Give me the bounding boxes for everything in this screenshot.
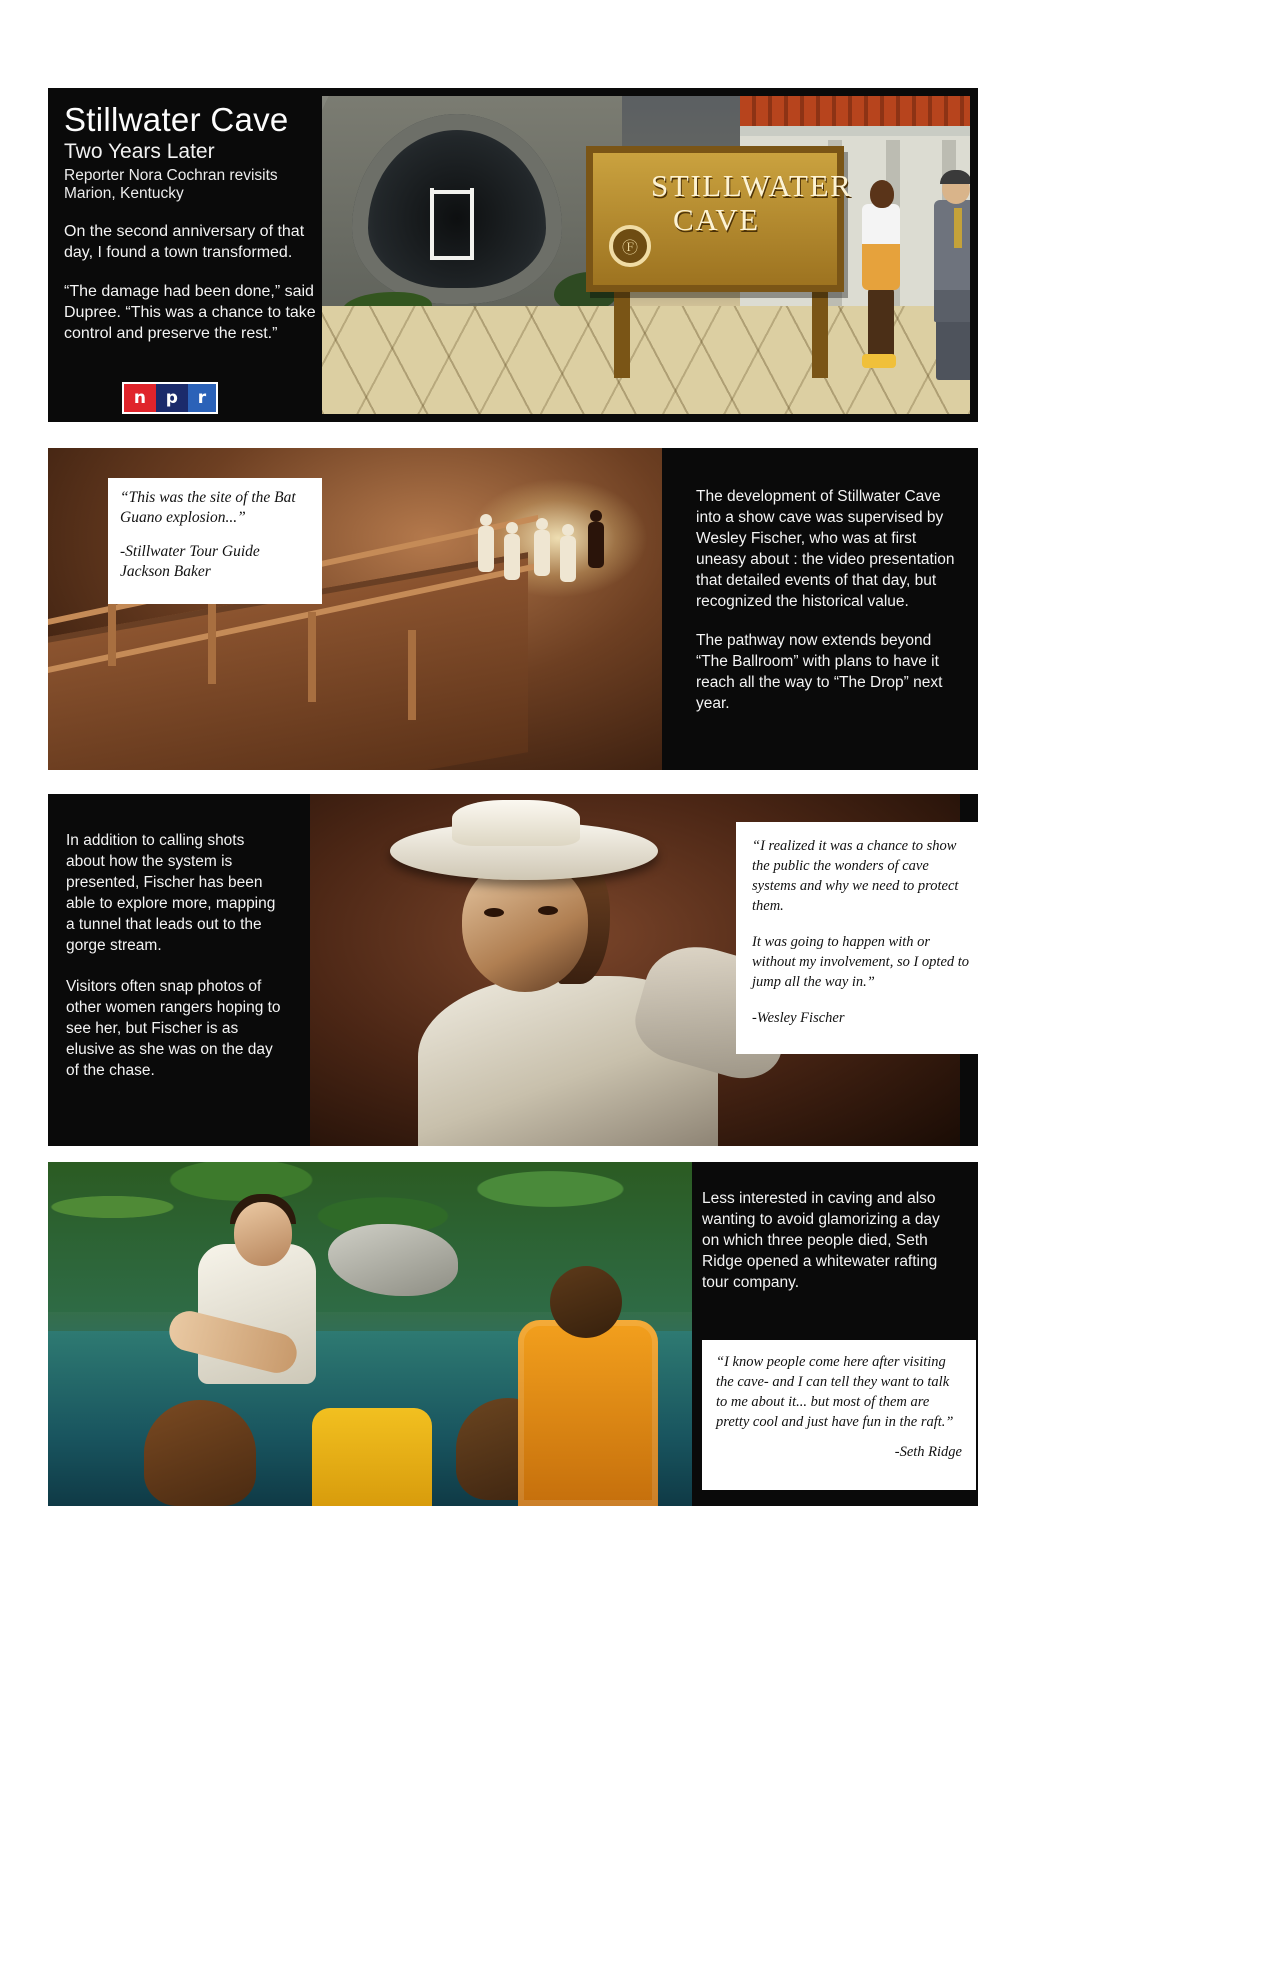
page-title: Stillwater Cave <box>64 101 289 138</box>
panel-2-text-block <box>696 486 964 732</box>
reporter-head <box>870 180 894 208</box>
reporter-shoe <box>862 354 896 368</box>
byline-line-1: Reporter Nora Cochran revisits <box>64 167 278 184</box>
interviewee-tie <box>954 208 962 248</box>
npr-letter-r: r <box>188 384 216 412</box>
guide-head <box>234 1202 292 1266</box>
byline-line-2: Marion, Kentucky <box>64 185 184 202</box>
seth-ridge-quote <box>702 1340 976 1490</box>
panel-1-text-block <box>64 102 322 362</box>
panel-4-quote-text: “I know people come here after visiting the cave- and I can tell they want to talk to me about it... but most of them are pretty cool and just have fun in the raft.” <box>716 1354 954 1430</box>
panel-3-paragraph-1: In addition to calling shots about how the system is presented, Fischer has been able to explore more, mapping a tunnel that leads out to the gorge stream. <box>66 832 276 954</box>
rafter-orange-vest <box>518 1320 658 1506</box>
panel-2-paragraph-1: The development of Stillwater Cave into a show cave was supervised by Wesley Fischer, who was at first uneasy about : the video presentation that detailed events of that day, but recognized the historical value. <box>696 488 955 610</box>
panel-2-paragraph-2: The pathway now extends beyond “The Ballroom” with plans to have it reach all the way to “The Drop” next year. <box>696 632 943 712</box>
reporter-body <box>862 204 900 290</box>
ladder-icon <box>430 188 474 260</box>
npr-letter-p: p <box>156 384 188 412</box>
fischer-quote <box>736 822 978 1054</box>
rail-post <box>308 612 316 702</box>
sign-text <box>651 169 852 237</box>
panel-3 <box>48 794 978 1146</box>
panel-4-quote-attribution: -Seth Ridge <box>894 1444 962 1460</box>
panel-1-paragraph-2: “The damage had been done,” said Dupree. “This was a chance to take control and preserve the rest.” <box>64 283 316 342</box>
rafter-head-right <box>550 1266 622 1338</box>
sign-line-2: CAVE <box>673 202 760 237</box>
panel-3-text-block <box>66 830 282 1101</box>
rail-post <box>408 630 416 720</box>
interviewee-legs <box>936 318 970 380</box>
sign-leg <box>614 286 630 378</box>
interviewee-hair <box>940 170 970 184</box>
panel-4-text-block <box>702 1188 960 1293</box>
interviewee-body <box>934 200 970 322</box>
panel-4-paragraph-1: Less interested in caving and also wanting to avoid glamorizing a day on which three people died, Seth Ridge opened a whitewater rafting tour company. <box>702 1190 940 1291</box>
panel-3-paragraph-2: Visitors often snap photos of other women rangers hoping to see her, but Fischer is as elusive as she was on the day of the chase. <box>66 978 281 1079</box>
cave-sign <box>586 146 853 292</box>
panel-3-quote-part-2: It was going to happen with or without my involvement, so I opted to jump all the way in.” <box>752 934 970 990</box>
panel-1-artwork <box>322 96 970 414</box>
npr-logo <box>122 382 218 414</box>
npr-letter-n: n <box>124 384 156 412</box>
panel-3-quote-part-1: “I realized it was a chance to show the public the wonders of cave systems and why we need to protect them. <box>752 838 959 914</box>
sign-leg <box>812 286 828 378</box>
panel-4-artwork <box>48 1162 692 1506</box>
rafter-head-foreground <box>144 1400 256 1506</box>
panel-2 <box>48 448 978 770</box>
ranger-hat-crown <box>452 800 580 846</box>
sign-line-1: STILLWATER <box>651 168 853 203</box>
rafter-yellow-vest <box>312 1408 432 1506</box>
panel-4 <box>48 1162 978 1506</box>
ranger-eye <box>538 906 558 915</box>
panel-2-quote-attribution: -Stillwater Tour Guide Jackson Baker <box>120 543 260 580</box>
panel-2-quote-text: “This was the site of the Bat Guano explosion...” <box>120 489 296 526</box>
ranger-eye <box>484 908 504 917</box>
reporter-legs <box>868 288 894 360</box>
panel-3-quote-attribution: -Wesley Fischer <box>752 1010 845 1026</box>
panel-1-paragraph-1: On the second anniversary of that day, I found a town transformed. <box>64 223 305 261</box>
park-seal-icon: Ⓕ <box>609 225 651 267</box>
panel-1 <box>48 88 978 422</box>
byline <box>64 167 322 203</box>
rail-post <box>208 594 216 684</box>
building-roof <box>740 96 970 126</box>
tour-guide-quote <box>108 478 322 604</box>
page-subtitle: Two Years Later <box>64 140 215 163</box>
